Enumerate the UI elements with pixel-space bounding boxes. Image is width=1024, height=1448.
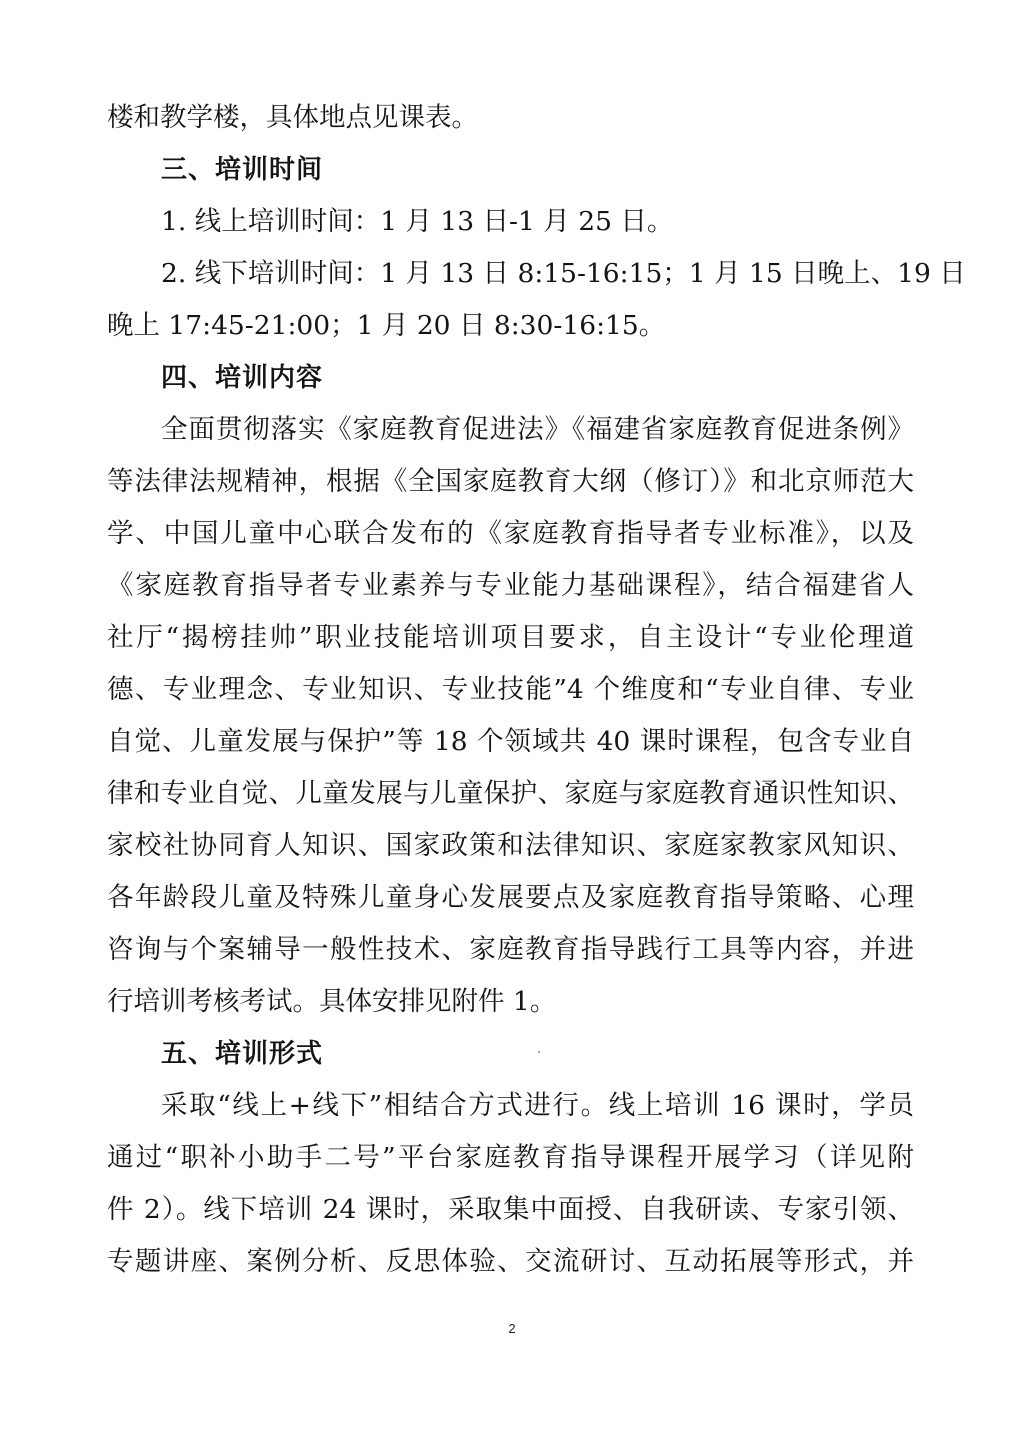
body-line: 等法律法规精神，根据《全国家庭教育大纲（修订）》和北京师范大 <box>107 466 914 497</box>
section-heading-training-content: 四、培训内容 <box>161 363 324 393</box>
scan-speck <box>538 1051 540 1053</box>
body-line: 《家庭教育指导者专业素养与专业能力基础课程》，结合福建省人 <box>107 570 914 601</box>
section-heading-training-format: 五、培训形式 <box>161 1039 324 1069</box>
body-line: 家校社协同育人知识、国家政策和法律知识、家庭家教家风知识、 <box>107 830 914 861</box>
body-line: 学、中国儿童中心联合发布的《家庭教育指导者专业标准》，以及 <box>107 518 914 549</box>
page-number: 2 <box>508 1321 516 1336</box>
body-line: 咨询与个案辅导一般性技术、家庭教育指导践行工具等内容，并进 <box>107 934 914 965</box>
body-line: 各年龄段儿童及特殊儿童身心发展要点及家庭教育指导策略、心理 <box>107 882 914 913</box>
body-line: 行培训考核考试。具体安排见附件 1。 <box>107 986 557 1017</box>
body-line: 专题讲座、案例分析、反思体验、交流研讨、互动拓展等形式，并 <box>107 1246 914 1277</box>
body-line: 自觉、儿童发展与保护”等 18 个领域共 40 课时课程，包含专业自 <box>107 726 914 757</box>
body-line: 通过“职补小助手二号”平台家庭教育指导课程开展学习（详见附 <box>107 1142 914 1173</box>
body-line: 律和专业自觉、儿童发展与儿童保护、家庭与家庭教育通识性知识、 <box>107 778 914 809</box>
body-line: 1. 线上培训时间：1 月 13 日-1 月 25 日。 <box>161 206 674 237</box>
body-line: 采取“线上+线下”相结合方式进行。线上培训 16 课时，学员 <box>161 1090 914 1121</box>
body-line: 楼和教学楼，具体地点见课表。 <box>107 102 478 133</box>
body-line: 件 2）。线下培训 24 课时，采取集中面授、自我研读、专家引领、 <box>107 1194 914 1225</box>
body-line: 全面贯彻落实《家庭教育促进法》《福建省家庭教育促进条例》 <box>161 414 914 445</box>
body-line: 德、专业理念、专业知识、专业技能”4 个维度和“专业自律、专业 <box>107 674 914 705</box>
section-heading-training-time: 三、培训时间 <box>161 155 324 185</box>
body-line: 2. 线下培训时间：1 月 13 日 8:15-16:15；1 月 15 日晚上、19 日 <box>161 258 966 289</box>
body-line: 晚上 17:45-21:00；1 月 20 日 8:30-16:15。 <box>107 310 666 341</box>
body-line: 社厅“揭榜挂帅”职业技能培训项目要求，自主设计“专业伦理道 <box>107 622 914 653</box>
